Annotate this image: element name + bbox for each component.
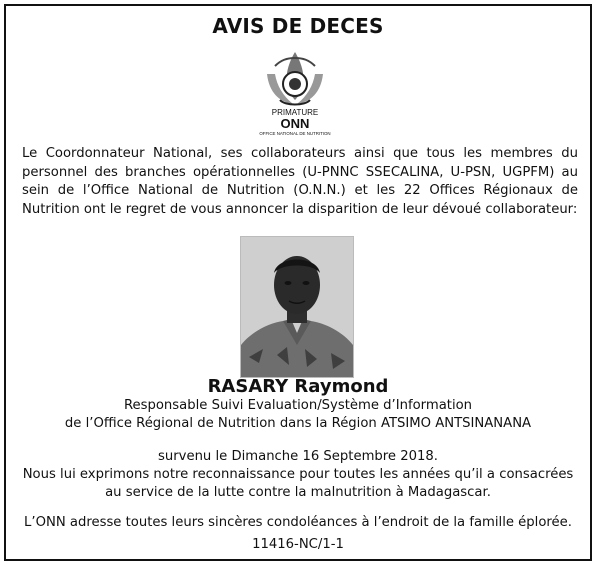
- role-line-2: de l’Office Régional de Nutrition dans la Région ATSIMO ANTSINANANA: [64, 416, 532, 431]
- deceased-name: RASARY Raymond: [207, 376, 389, 397]
- logo-primature-text: PRIMATURE: [271, 108, 319, 117]
- thanks-line-2: au service de la lutte contre la malnutrition à Madagascar.: [105, 485, 491, 500]
- intro-paragraph: Le Coordonnateur National, ses collaborateurs ainsi que tous les membres du personnel des branches opérationnelles (U-PNNC SSECALINA, U-PSN, UGPFM) au sein de l’Office National de Nutrition (O.N.N.) et les 22 Offices Régionaux de Nutrition ont le regret de vous annoncer la disparition de leur dévoué collaborateur:: [22, 146, 578, 217]
- death-notice: [4, 4, 592, 561]
- logo-office-text: OFFICE NATIONAL DE NUTRITION: [259, 131, 331, 136]
- condolences-line: L’ONN adresse toutes leurs sincères condoléances à l’endroit de la famille éplorée.: [24, 515, 572, 530]
- onn-logo: [245, 44, 345, 136]
- notice-title: AVIS DE DECES: [212, 14, 384, 38]
- logo-onn-text: ONN: [280, 116, 310, 131]
- date-line: survenu le Dimanche 16 Septembre 2018.: [158, 449, 438, 464]
- role-line-1: Responsable Suivi Evaluation/Système d’Information: [123, 398, 473, 413]
- onn-emblem-icon: [267, 52, 323, 105]
- thanks-line-1: Nous lui exprimons notre reconnaissance pour toutes les années qu’il a consacrées: [22, 467, 574, 482]
- portrait-photo: [240, 236, 354, 378]
- reference-number: 11416-NC/1-1: [252, 537, 344, 552]
